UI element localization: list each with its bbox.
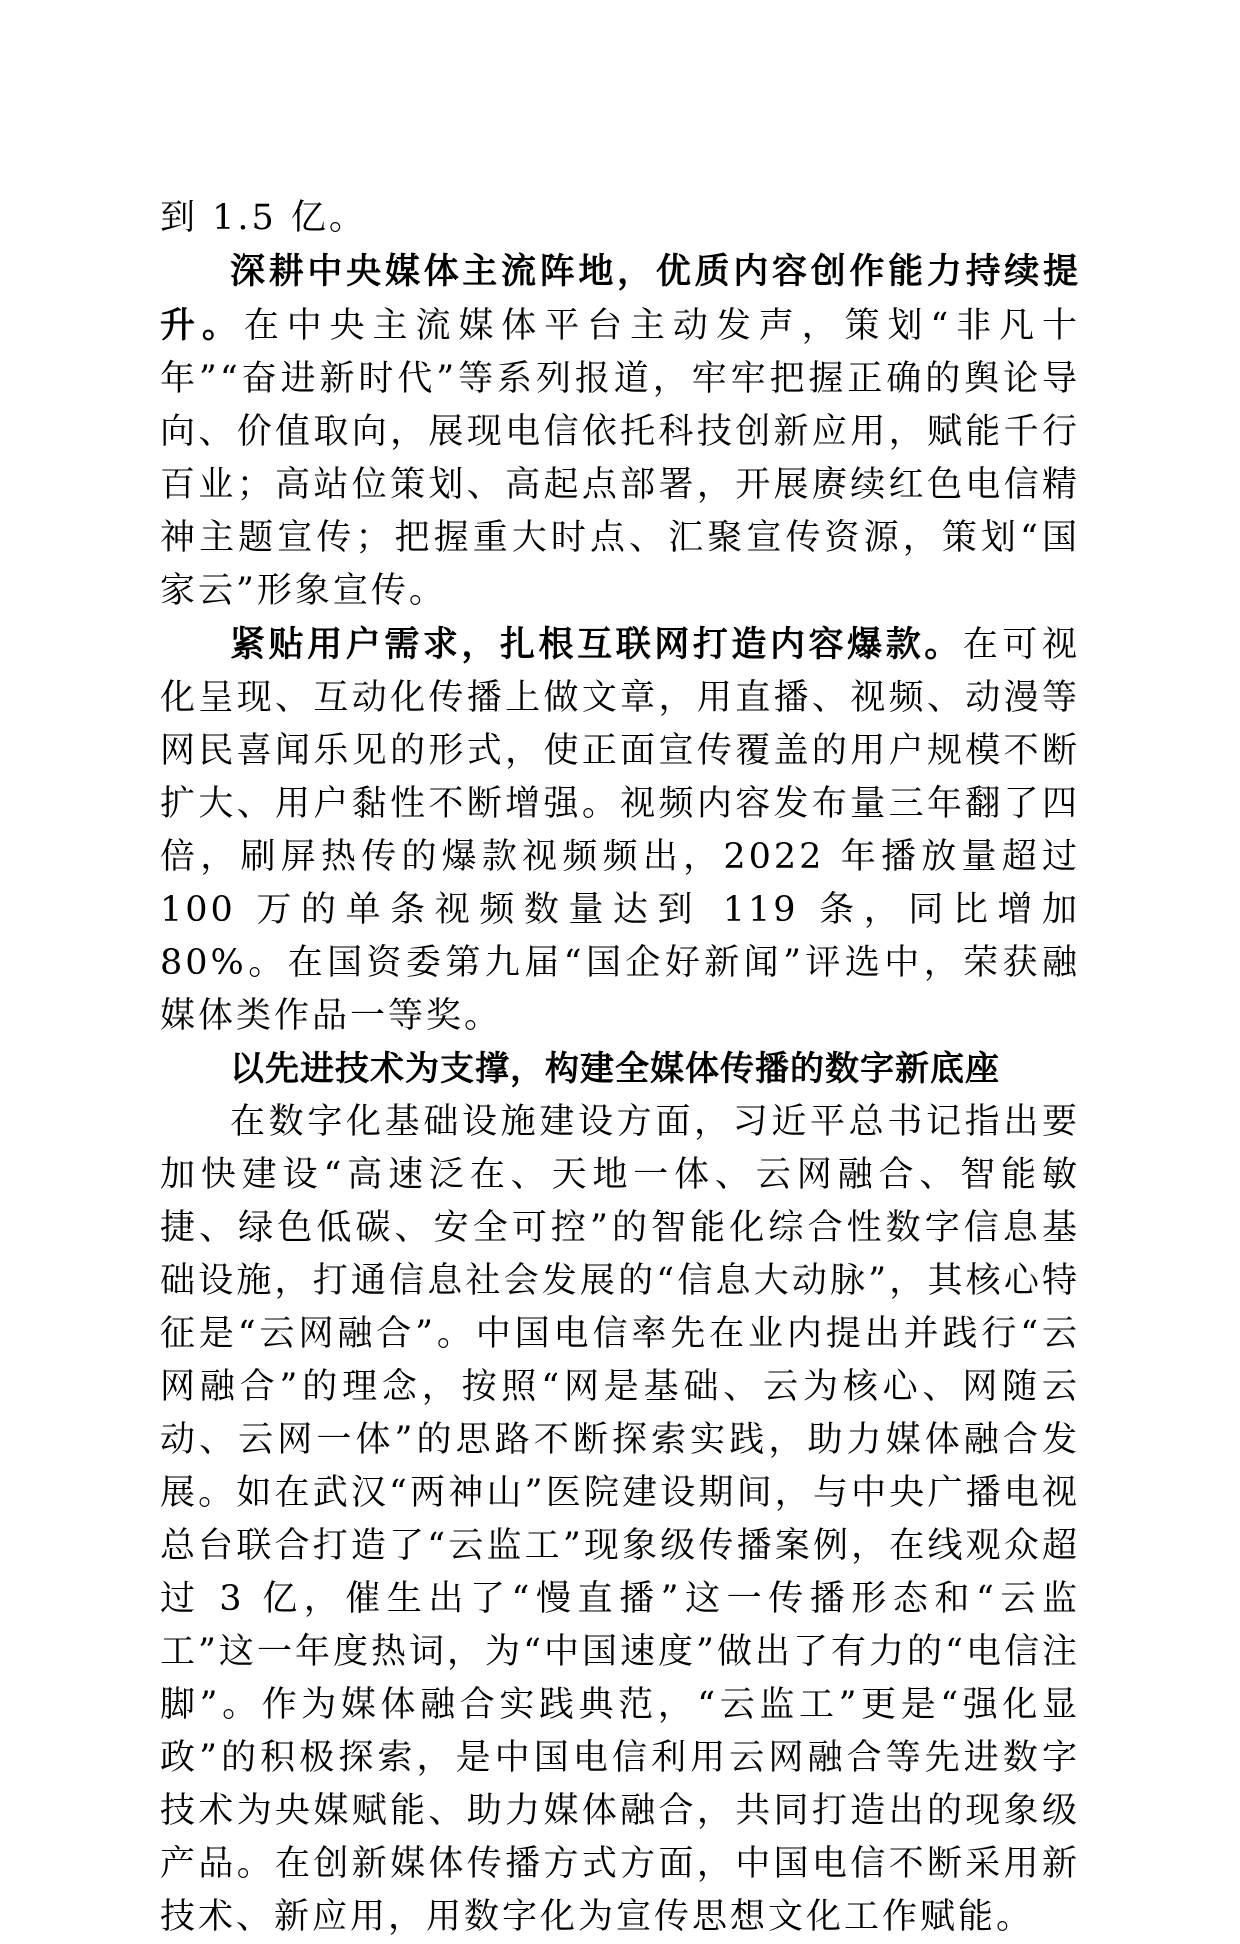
paragraph-lead: 深耕中央媒体主流阵地，优质内容创作能力持续提升。: [160, 251, 1080, 346]
paragraph-continuation: [160, 192, 1080, 245]
paragraph-media-content: [160, 245, 1080, 618]
section-heading: 以先进技术为支撑，构建全媒体传播的数字新底座: [230, 1049, 1000, 1089]
paragraph-digital-infrastructure: 在数字化基础设施建设方面，习近平总书记指出要加快建设“高速泛在、天地一体、云网融合、智能敏捷、绿色低碳、安全可控”的智能化综合性数字信息基础设施，打通信息社会发展的“信息大动脉”，其核心特征是“云网融合”。中国电信率先在业内提出并践行“云网融合”的理念，按照“网是基础、云为核心、网随云动、云网一体”的思路不断探索实践，助力媒体融合发展。如在武汉“两神山”医院建设期间，与中央广播电视总台联合打造了“云监工”现象级传播案例，在线观众超过 3 亿，催生出了“慢直播”这一传播形态和“云监工”这一年度热词，为“中国速度”做出了有力的“电信注脚”。作为媒体融合实践典范，“云监工”更是“强化显政”的积极探索，是中国电信利用云网融合等先进数字技术为央媒赋能、助力媒体融合，共同打造出的现象级产品。在创新媒体传播方式方面，中国电信不断采用新技术、新应用，用数字化为宣传思想文化工作赋能。: [160, 1102, 1080, 1937]
paragraph-text: 到 1.5 亿。: [160, 198, 367, 238]
document-page: [160, 192, 1080, 1944]
paragraph-text: 在中央主流媒体平台主动发声，策划“非凡十年”“奋进新时代”等系列报道，牢牢把握正确的舆论导向、价值取向，展现电信依托科技创新应用，赋能千行百业；高站位策划、高起点部署，开展赓续红色电信精神主题宣传；把握重大时点、汇聚宣传资源，策划“国家云”形象宣传。: [160, 306, 1080, 611]
paragraph-lead: 紧贴用户需求，扎根互联网打造内容爆款。: [230, 624, 963, 665]
paragraph-user-needs: [160, 618, 1080, 1043]
paragraph-text: 在可视化呈现、互动化传播上做文章，用直播、视频、动漫等网民喜闻乐见的形式，使正面宣传覆盖的用户规模不断扩大、用户黏性不断增强。视频内容发布量三年翻了四倍，刷屏热传的爆款视频频出，2022 年播放量超过 100 万的单条视频数量达到 119 条，同比增加 80%。在国资委第九届“国企好新闻”评选中，荣获融媒体类作品一等奖。: [160, 625, 1080, 1036]
